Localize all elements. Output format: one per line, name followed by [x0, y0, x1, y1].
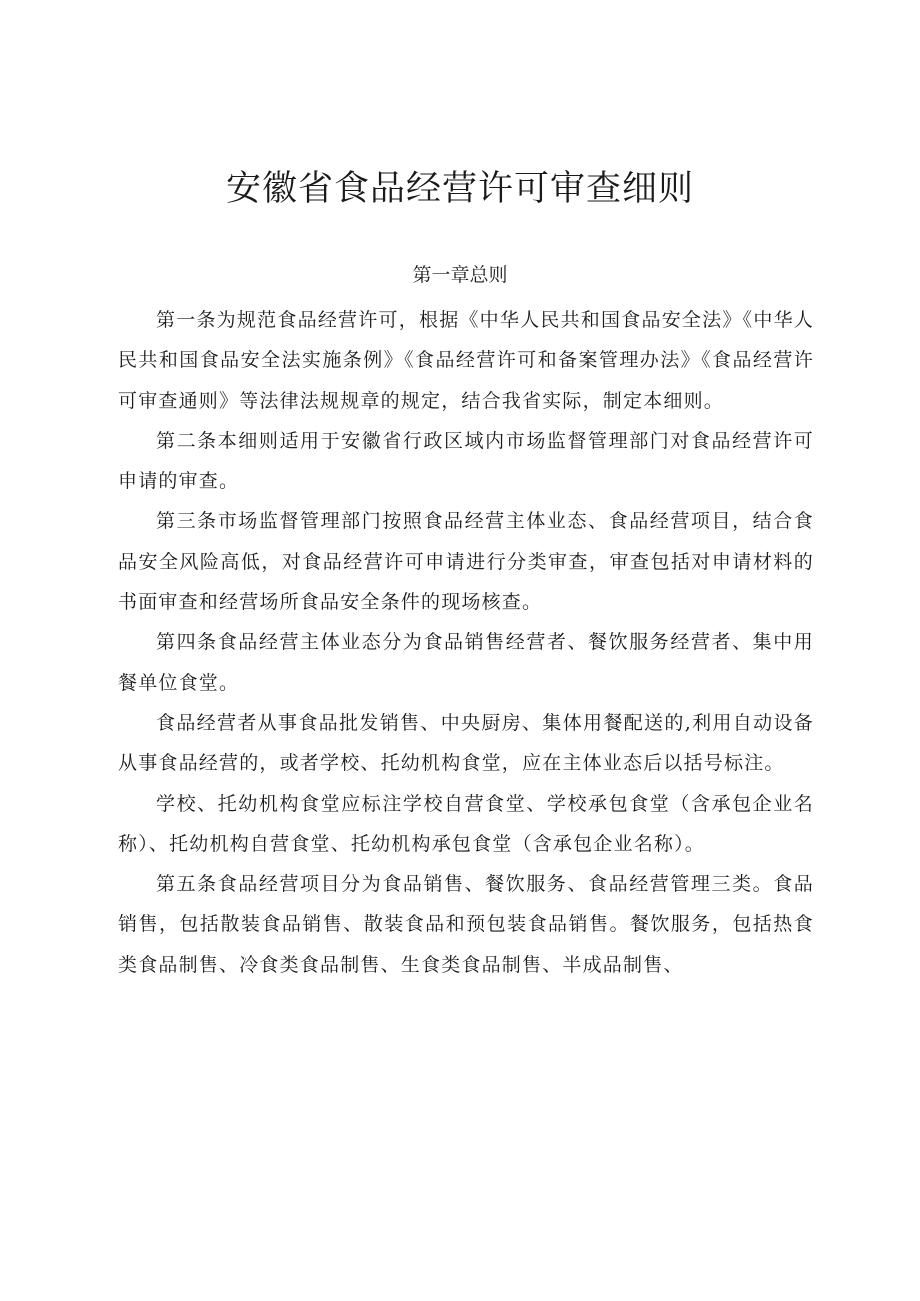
article-4: 第四条食品经营主体业态分为食品销售经营者、餐饮服务经营者、集中用餐单位食堂。: [118, 631, 814, 694]
chapter-heading: 第一章总则: [412, 264, 508, 286]
article-2: 第二条本细则适用于安徽省行政区域内市场监督管理部门对食品经营许可申请的审查。: [118, 429, 814, 493]
document-body: [118, 300, 814, 985]
article-4-paragraph-2: 食品经营者从事食品批发销售、中央厨房、集体用餐配送的,利用自动设备从事食品经营的，或者学校、托幼机构食堂，应在主体业态后以括号标注。: [118, 711, 814, 775]
article-4-paragraph-3: 学校、托幼机构食堂应标注学校自营食堂、学校承包食堂（含承包企业名称）、托幼机构自营食堂、托幼机构承包食堂（含承包企业名称）。: [118, 792, 814, 855]
document-title: 安徽省食品经营许可审查细则: [225, 169, 694, 209]
article-5: 第五条食品经营项目分为食品销售、餐饮服务、食品经营管理三类。食品销售，包括散装食品销售、散装食品和预包装食品销售。餐饮服务，包括热食类食品制售、冷食类食品制售、生食类食品制售、半成品制售、: [118, 873, 814, 976]
article-3: 第三条市场监督管理部门按照食品经营主体业态、食品经营项目，结合食品安全风险高低，对食品经营许可申请进行分类审查，审查包括对申请材料的书面审查和经营场所食品安全条件的现场核查。: [118, 510, 814, 614]
article-1: 第一条为规范食品经营许可，根据《中华人民共和国食品安全法》《中华人民共和国食品安全法实施条例》《食品经营许可和备案管理办法》《食品经营许可审查通则》等法律法规规章的规定，结合我省实际，制定本细则。: [118, 309, 814, 412]
